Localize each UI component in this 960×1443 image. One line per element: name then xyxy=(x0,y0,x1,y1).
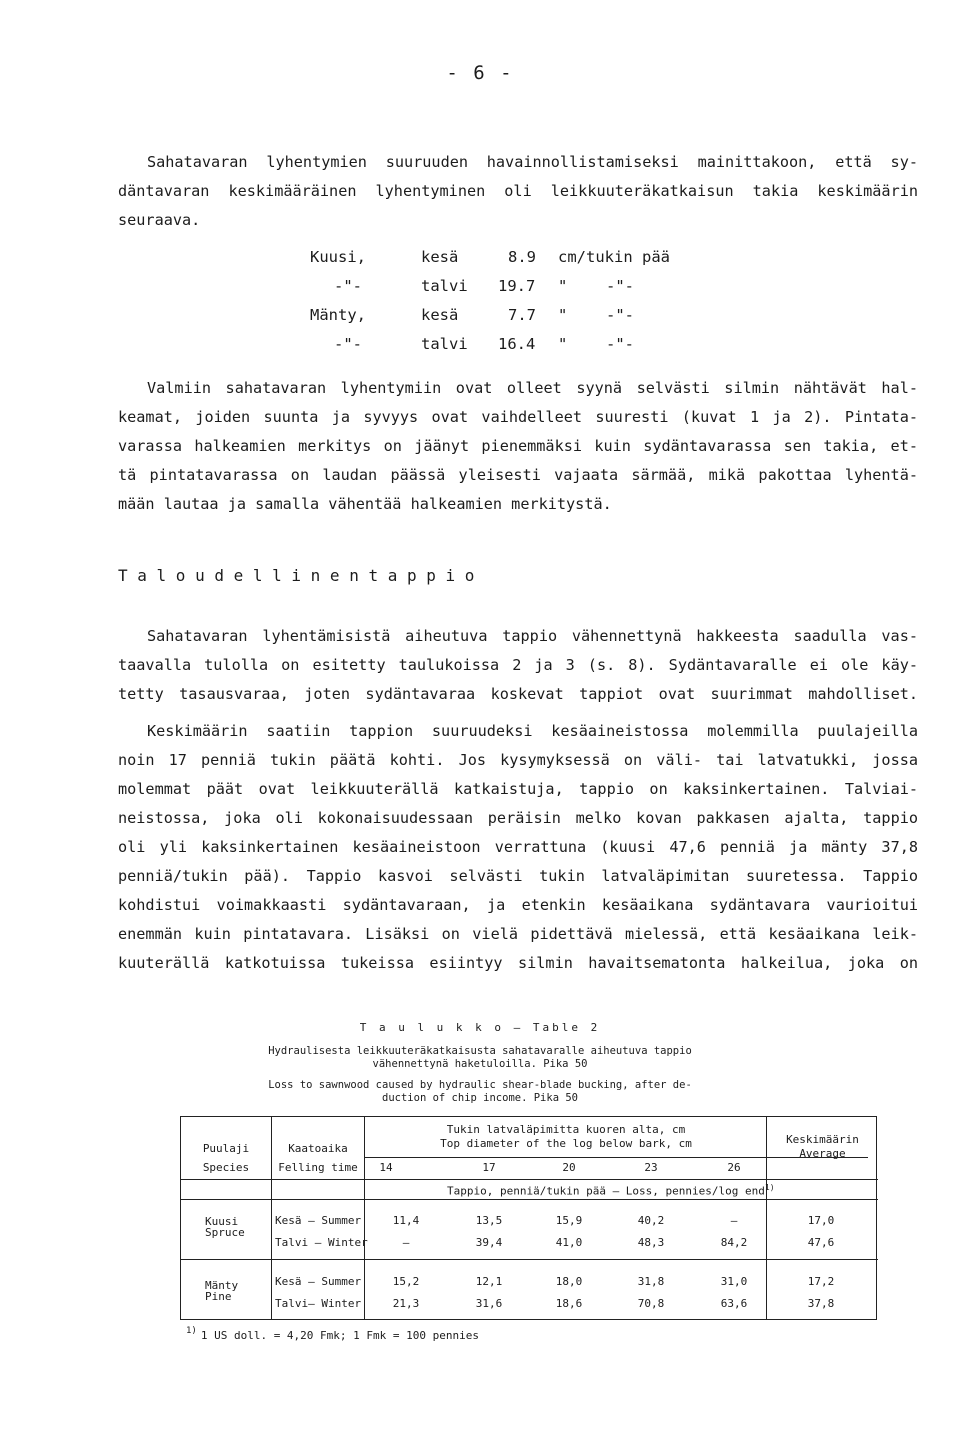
header-diameter-en: Top diameter of the log below bark, cm xyxy=(440,1137,692,1150)
text-line: enemmän kuin pintatavara. Lisäksi on vielä pidettävä mielessä, että kesäaikana leik- xyxy=(118,925,918,943)
season-label: Talvi — Winter xyxy=(275,1236,368,1249)
header-diameter: 17 xyxy=(482,1161,496,1174)
table-cell: 18,6 xyxy=(555,1297,583,1310)
table-rule xyxy=(766,1117,767,1319)
header-diameter: 20 xyxy=(562,1161,576,1174)
species-cell: Kuusi, xyxy=(310,248,366,266)
header-average-fi: Keskimäärin xyxy=(786,1133,859,1146)
table-cell: – xyxy=(730,1214,738,1227)
text-line: keamat, joiden suunta ja syvyys ovat vaihdelleet suuresti (kuvat 1 ja 2). Pintata- xyxy=(118,408,918,426)
species-cell: -"- xyxy=(334,335,362,353)
text-line: Sahatavaran lyhentämisistä aiheutuva tappio vähennettynä hakkeesta saadulla vas- xyxy=(147,627,918,645)
table-average-cell: 17,2 xyxy=(807,1275,835,1288)
season-label: Kesä — Summer xyxy=(275,1214,362,1227)
text-line: däntavaran keskimääräinen lyhentyminen oli leikkuuteräkatkaisun takia keskimäärin xyxy=(118,182,918,200)
text-line: Sahatavaran lyhentymien suuruuden havainnollistamiseksi mainittakoon, että sy- xyxy=(147,153,918,171)
text-line: kuuterällä katkotuissa tukeissa esiintyy silmin havaitsematonta halkeilua, joka on xyxy=(118,954,918,972)
text-line: taavalla tulolla on esitetty taulukoissa 2 ja 3 (s. 8). Sydäntavaralle ei ole käy- xyxy=(118,656,918,674)
species-name-fi: Kuusi xyxy=(205,1215,239,1228)
table-cell: 40,2 xyxy=(637,1214,665,1227)
ditto-cell: -"- xyxy=(606,306,634,324)
table-rule xyxy=(181,1259,878,1260)
header-diameter: 14 xyxy=(379,1161,393,1174)
table-rule xyxy=(181,1199,878,1200)
table-average-cell: 47,6 xyxy=(807,1236,835,1249)
table-average-cell: 17,0 xyxy=(807,1214,835,1227)
text-line: penniä/tukin pää). Tappio kasvoi selvästi tukin latvaläpimitan suuretessa. Tappio xyxy=(118,867,918,885)
section-heading: T a l o u d e l l i n e n t a p p i o xyxy=(118,566,475,585)
season-label: Kesä — Summer xyxy=(275,1275,362,1288)
table-cell: 84,2 xyxy=(720,1236,748,1249)
footnote-marker: 1) xyxy=(186,1326,197,1336)
unit-footnote-marker: 1) xyxy=(764,1183,775,1192)
text-line: tetty tasausvaraa, joten sydäntavaraa koskevat tappiot ovat suurimmat mahdolliset. xyxy=(118,685,918,703)
header-diameter: 23 xyxy=(644,1161,658,1174)
text-line: mään lautaa ja samalla vähentää halkeamien merkitystä. xyxy=(118,495,612,513)
text-line: Valmiin sahatavaran lyhentymiin ovat olleet syynä selvästi silmin nähtävät hal- xyxy=(147,379,918,397)
text-line: molemmat päät ovat leikkuuterällä katkaistuja, tappio on kaksinkertainen. Talviai- xyxy=(118,780,918,798)
table-cell: 15,2 xyxy=(392,1275,420,1288)
table-caption-fi: Hydraulisesta leikkuuteräkatkaisusta sahatavaralle aiheutuva tappio xyxy=(268,1045,692,1057)
header-diameter: 26 xyxy=(727,1161,741,1174)
table-title: T a u l u k k o — Table 2 xyxy=(359,1021,601,1034)
table-cell: 21,3 xyxy=(392,1297,420,1310)
unit-label-text: Tappio, penniä/tukin pää — Loss, pennies/log end xyxy=(447,1184,765,1198)
value-cell: 8.9 xyxy=(508,248,536,266)
species-cell: -"- xyxy=(334,277,362,295)
value-cell: 7.7 xyxy=(508,306,536,324)
species-name-en: Pine xyxy=(205,1290,232,1303)
header-diameter-fi: Tukin latvaläpimitta kuoren alta, cm xyxy=(446,1123,686,1136)
text-line: noin 17 penniä tukin päätä kohti. Jos kysymyksessä on väli- tai latvatukki, jossa xyxy=(118,751,918,769)
table-cell: 18,0 xyxy=(555,1275,583,1288)
text-line: kohdistui voimakkaasti sydäntavaraan, ja etenkin kesäaikana sydäntavara vaurioitui xyxy=(118,896,918,914)
species-cell: Mänty, xyxy=(310,306,366,324)
text-line: seuraava. xyxy=(118,211,201,229)
table-caption-en: duction of chip income. Pika 50 xyxy=(382,1092,578,1104)
table-cell: 63,6 xyxy=(720,1297,748,1310)
table-caption-en: Loss to sawnwood caused by hydraulic shear-blade bucking, after de- xyxy=(268,1079,692,1091)
text-line: Keskimäärin saatiin tappion suuruudeksi kesäaineistossa molemmilla puulajeilla xyxy=(147,722,918,740)
table-cell: 41,0 xyxy=(555,1236,583,1249)
text-line: oli yli kaksinkertainen kesäaineistoon verrattuna (kuusi 47,6 penniä ja mänty 37,8 xyxy=(118,838,918,856)
table-cell: – xyxy=(402,1236,410,1249)
table-cell: 15,9 xyxy=(555,1214,583,1227)
season-cell: kesä xyxy=(421,306,459,324)
table-cell: 12,1 xyxy=(475,1275,503,1288)
season-label: Talvi— Winter xyxy=(275,1297,362,1310)
table-cell: 31,0 xyxy=(720,1275,748,1288)
table-footnote xyxy=(186,1326,479,1342)
header-species-fi: Puulaji xyxy=(202,1142,250,1155)
value-cell: 19.7 xyxy=(498,277,536,295)
text-line: varassa halkeamien merkitys on jäänyt pienemmäksi kuin sydäntavarassa sen takia, et- xyxy=(118,437,918,455)
table-rule xyxy=(181,1179,878,1180)
table-cell: 13,5 xyxy=(475,1214,503,1227)
table-caption-fi: vähennettynä haketuloilla. Pika 50 xyxy=(372,1058,588,1070)
header-average-en: Average xyxy=(799,1147,846,1160)
loss-table xyxy=(180,1116,877,1320)
header-season-fi: Kaatoaika xyxy=(288,1142,348,1155)
text-line: tä pintatavarassa on laudan päässä yleisesti vajaata särmää, mikä pakottaa lyhentä- xyxy=(118,466,918,484)
ditto-cell: " xyxy=(558,277,568,295)
table-cell: 70,8 xyxy=(637,1297,665,1310)
text-line: neistossa, joka oli kokonaisuudessaan peräisin melko kovan pakkasen ajalta, tappio xyxy=(118,809,918,827)
page-number: - 6 - xyxy=(446,62,514,84)
ditto-cell: " xyxy=(558,306,568,324)
table-cell: 31,8 xyxy=(637,1275,665,1288)
ditto-cell: -"- xyxy=(606,335,634,353)
unit-label xyxy=(447,1183,775,1198)
table-cell: 48,3 xyxy=(637,1236,665,1249)
ditto-cell: " xyxy=(558,335,568,353)
header-season-en: Felling time xyxy=(278,1161,358,1174)
season-cell: talvi xyxy=(421,277,468,295)
season-cell: kesä xyxy=(421,248,459,266)
table-average-cell: 37,8 xyxy=(807,1297,835,1310)
value-cell: 16.4 xyxy=(498,335,536,353)
ditto-cell: -"- xyxy=(606,277,634,295)
species-name-fi: Mänty xyxy=(205,1279,239,1292)
table-cell: 39,4 xyxy=(475,1236,503,1249)
unit-cell: cm/tukin pää xyxy=(558,248,670,266)
season-cell: talvi xyxy=(421,335,468,353)
table-cell: 11,4 xyxy=(392,1214,420,1227)
table-cell: 31,6 xyxy=(475,1297,503,1310)
footnote-text: 1 US doll. = 4,20 Fmk; 1 Fmk = 100 pennies xyxy=(200,1329,479,1342)
species-name-en: Spruce xyxy=(205,1226,245,1239)
header-species-en: Species xyxy=(202,1161,250,1174)
